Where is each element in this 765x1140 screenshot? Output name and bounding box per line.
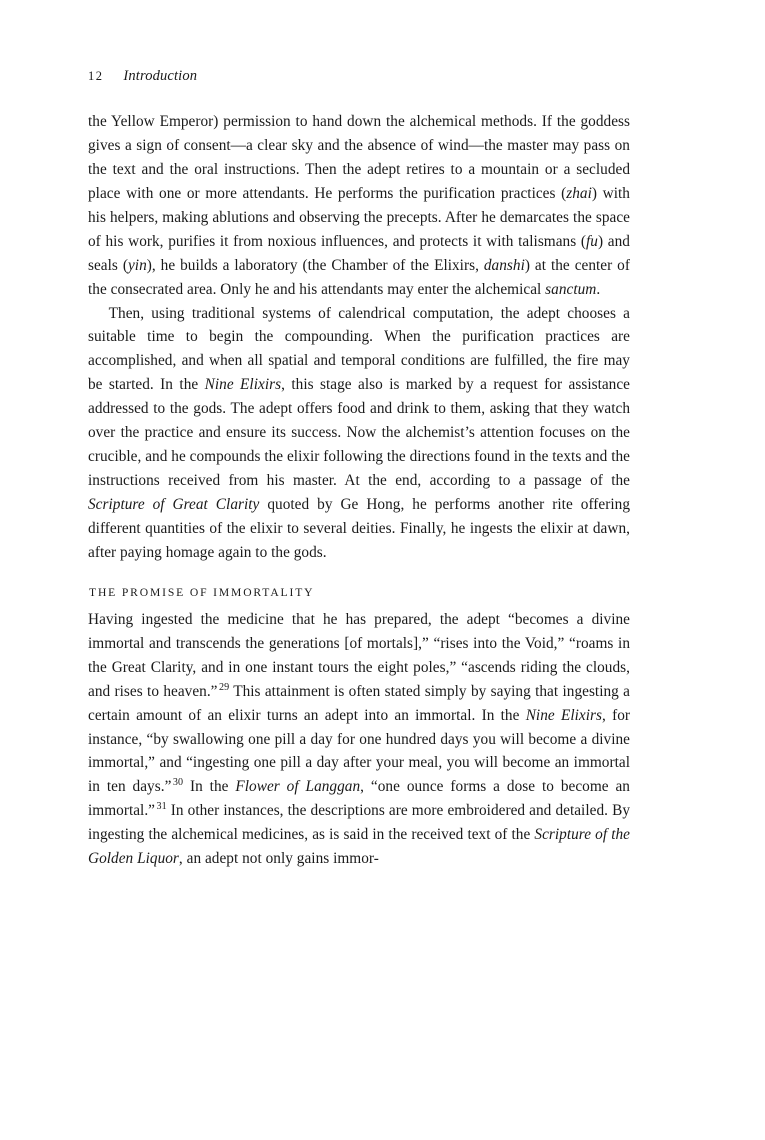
section-heading: THE PROMISE OF IMMORTALITY xyxy=(89,585,315,599)
running-head xyxy=(88,68,648,85)
text-block xyxy=(88,110,630,871)
paragraph: Having ingested the medicine that he has prepared, the adept “becomes a divine immortal and transcends the generations [of mortals],” “rises into the Void,” “roams in the Great Clarity, and in one instant tours the eight poles,” “ascends riding the clouds, and rises to heaven.” $^{29}$ This attainment is often stated simply by saying that ingesting a certain amount of an elixir turns an adept into an immortal. In the Nine Elixirs, for instance, “by swallowing one pill a day for one hundred days you will become a divine immortal,” and “ingesting one pill a day after your meal, you will become an immortal in ten days.” $^{30}$ In the Flower of Langgan, “one ounce forms a dose to become an immortal.” $^{31}$ In other instances, the descriptions are more embroidered and detailed. By ingesting the alchemical medicines, as is said in the received text of the Scripture of the Golden Liquor, an adept not only gains immor- xyxy=(88,610,631,868)
paragraph: Then, using traditional systems of calendrical computation, the adept chooses a suitable time to begin the compounding. When the purification practices are accomplished, and when all spatial and temporal conditions are fulfilled, the fire may be started. In the Nine Elixirs, this stage also is marked by a request for assistance addressed to the gods. The adept offers food and drink to them, asking that they watch over the practice and ensure its success. Now the alchemist’s attention focuses on the crucible, and he compounds the elixir following the directions found in the texts and the instructions received from his master. At the end, according to a passage of the Scripture of Great Clarity quoted by Ge Hong, he performs another rite offering different quantities of the elixir to several deities. Finally, he ingests the elixir at dawn, after paying homage again to the gods. xyxy=(88,304,630,561)
page-number: 12 xyxy=(88,69,104,83)
paragraph: the Yellow Emperor) permission to hand down the alchemical methods. If the goddess gives a sign of consent—a clear sky and the absence of wind—the master may pass on the text and the oral instructions. Then the adept retires to a mountain or a secluded place with one or more attendants. He performs the purification practices (zhai) with his helpers, making ablutions and observing the precepts. After he demarcates the space of his work, purifies it from noxious influences, and protects it with talismans (fu) and seals (yin), he builds a laboratory (the Chamber of the Elixirs, danshi) at the center of the consecrated area. Only he and his attendants may enter the alchemical sanctum. xyxy=(88,113,630,298)
running-title: Introduction xyxy=(123,68,198,84)
